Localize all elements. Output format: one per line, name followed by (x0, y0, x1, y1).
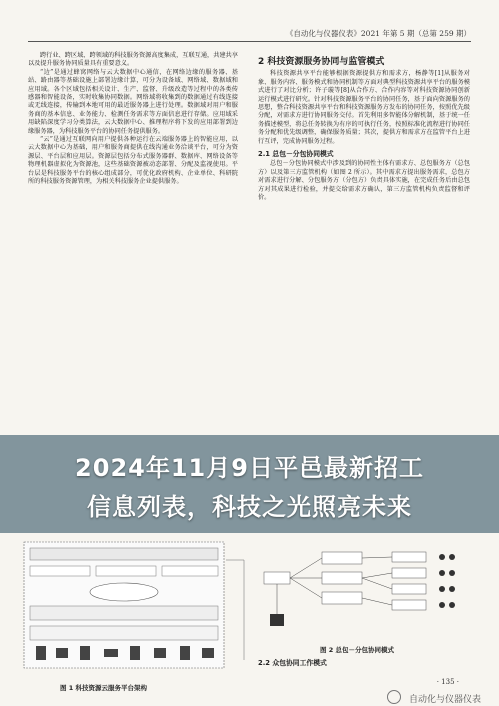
right-column (258, 52, 470, 203)
figure1-caption: 图 1 科技资源云服务平台架构 (60, 684, 148, 692)
section-title: 2 科技资源服务协同与监管模式 (258, 57, 385, 67)
left-paragraph: “云”是通过互联网向用户提供各种运行在云端服务器上的智能应用，以云大数据中心为基础，用户和服务商提供在线沟通业务洽谈平台，可分为资源层、平台层和应用层。资源层包括分布式服务器群、数据库、网络设备等物理机器虚拟化为资源池，这些基础资源被动态部署、分配及监视使用。平台层是科技服务平台的核心组成部分，可优化政府机构、企业单位、科研院所的科技服务资源管理，为相关科技服务企业提供服务。 (28, 136, 238, 186)
right-column-lower (258, 655, 470, 669)
watermark-text: 自动化与仪器仪表 (408, 695, 481, 705)
header-rule (28, 41, 471, 42)
left-paragraph: “边”是通过蜂窝网络与云大数据中心通信，在网络边缘的服务器、基站、路由器等基础设施上部署边缘计算，可分为设备域、网络域、数据域和应用域。各个区域包括相关设计、生产、监督、升级改造等过程中的各类传感器和智能设备，实时收集协同数据。网络域将收集到的数据通过有线连接或无线连接，传输到本地可用的最近服务器上进行处理。数据域对用户和服务商的基本信息、业务能力、检测任务需求等方面信息进行存储。应用域采用缺陷深度学习分类算法，云大数据中心、推理程序将下发的应用部署到边缘服务器，为科技服务平台的协同任务提供服务。 (28, 68, 238, 135)
right-paragraph: 总包－分包协同模式中涉及到的协同性主体有需求方、总包服务方（总包方）以及第三方监管机构（如图 2 所示）。其中需求方提出服务需求，总包方对需求进行分解、分包服务方（分包方）负责具体实施，在完成任务后由总包方对其成果进行检验，并提交给需求方确认，第三方监管机构负责监督和评价。 (258, 160, 470, 202)
running-header (28, 28, 471, 42)
left-paragraph: 跨行业、跨区域、跨领域的科技服务资源高度集成，互联互通，共建共享以及提升服务协同质量具有重要意义。 (28, 52, 238, 68)
headline-line-2: 信息列表，科技之光照亮未来 (87, 493, 412, 521)
figure2-caption: 图 2 总包－分包协同模式 (320, 646, 395, 654)
left-column (28, 52, 238, 187)
figure-collaboration-diagram (262, 542, 472, 642)
page-number: · 135 · (436, 678, 459, 686)
journal-header: 《自动化与仪器仪表》2021 年第 5 期（总第 259 期） (285, 29, 471, 38)
subsection-title: 2.1 总包－分包协同模式 (258, 150, 334, 159)
watermark-logo-icon (387, 690, 401, 704)
headline-banner (0, 435, 499, 533)
figure-architecture-diagram (22, 540, 250, 680)
subsection-title: 2.2 众包协同工作模式 (258, 659, 327, 667)
headline-line-1: 2024年11月9日平邑最新招工 (75, 454, 424, 482)
right-paragraph: 科技资源共享平台能够根据资源提供方和需求方，杨静等[1]从服务对象、服务内容、服务模式和协同机制等方面对典型科技资源共享平台的服务模式进行了对比分析；许子璇等[8]从合作方、合作内容等对科技资源协同创新运行模式进行研究。针对科技资源服务平台的协同任务，基于面向资源服务的思想，整合科技资源共享平台和科技资源服务方发布的协同任务，按照优先级分配，对需求方进行协同服务交付。首先利用多智能体分解机制，基于统一任务描述模型，将总任务转换为有序的可执行任务，按照标准化流程进行协同任务分配和优先级调整，确保服务质量；其次，提供方和需求方在监管平台上进行互评，完成协同服务过程。 (258, 70, 470, 145)
